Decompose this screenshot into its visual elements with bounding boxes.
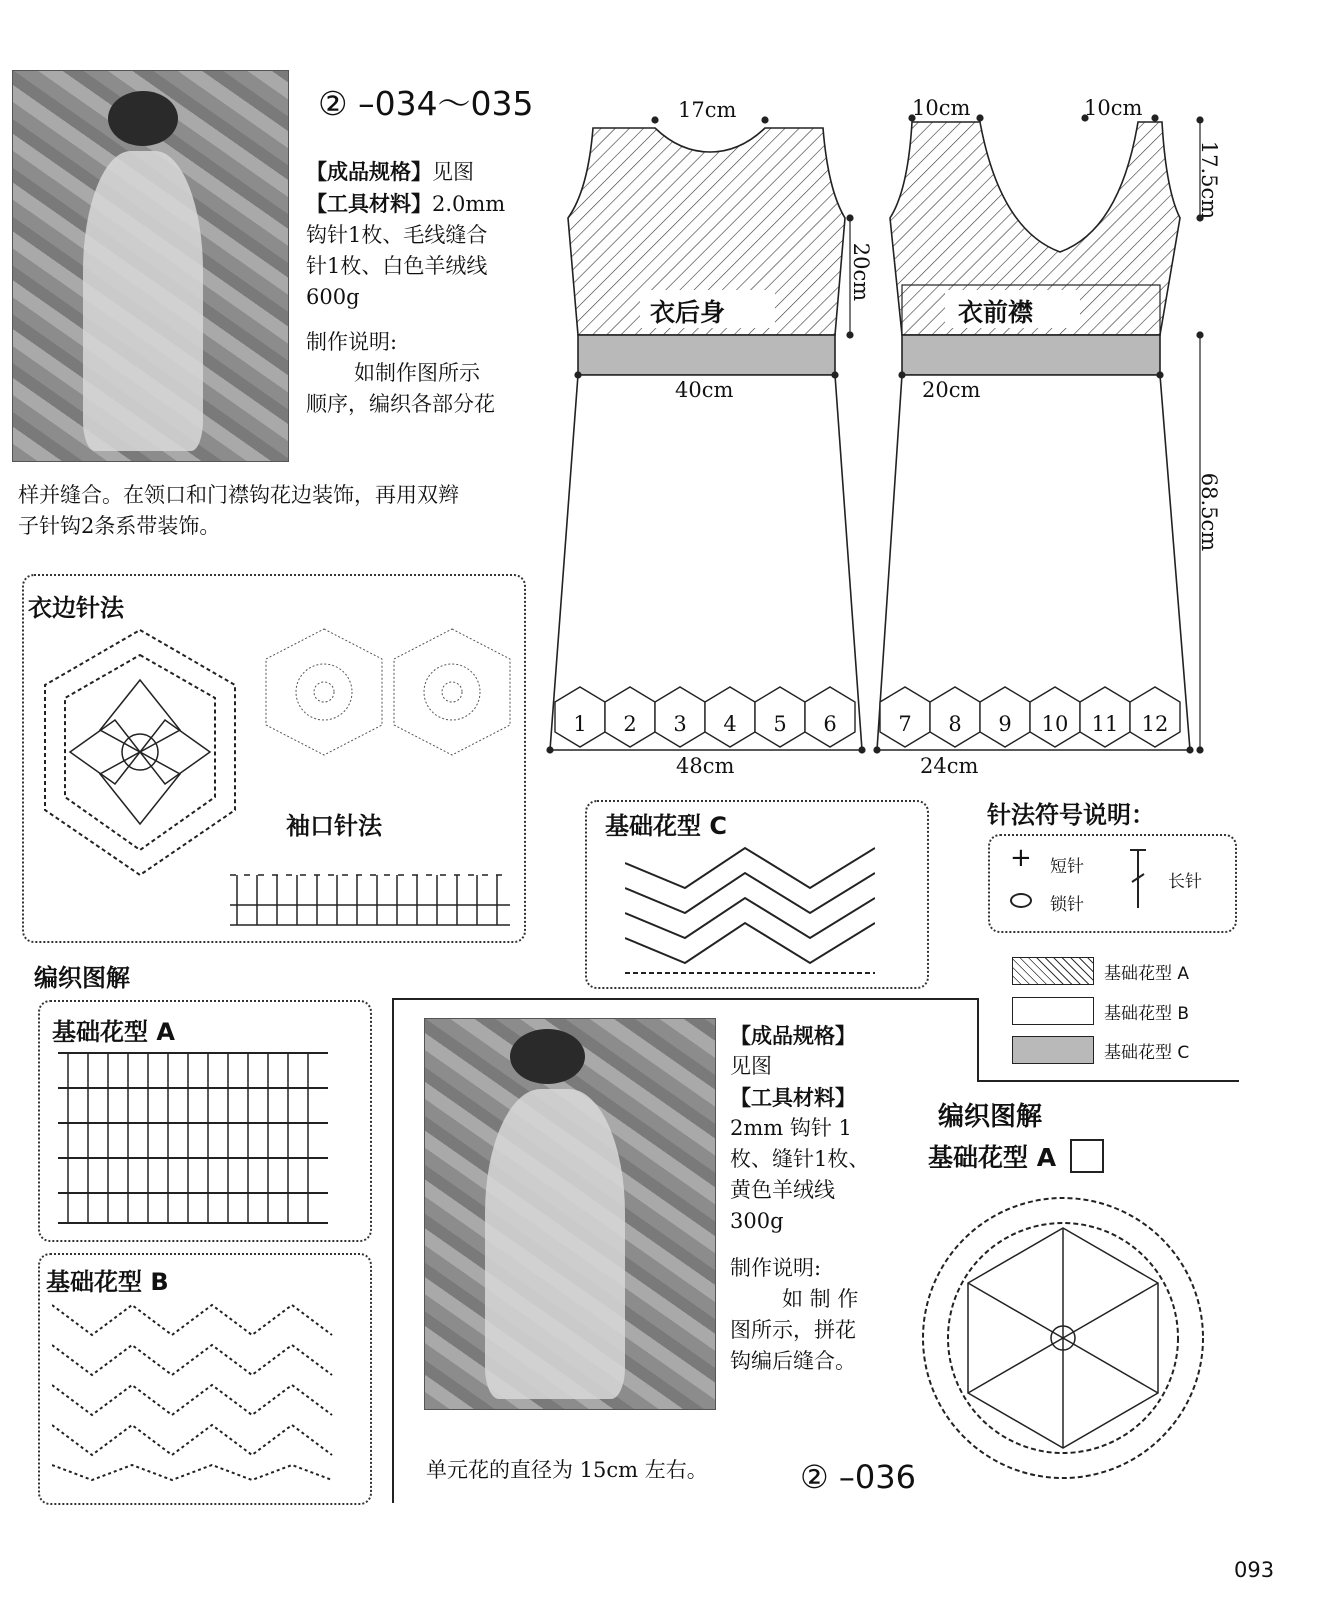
pattern-b-title: 基础花型 B <box>46 1268 169 1296</box>
sc-symbol-icon: + <box>1010 843 1032 873</box>
diagram-label-bottom: 编织图解 <box>938 1102 1043 1132</box>
back-piece-label: 衣后身 <box>650 298 726 327</box>
dc-symbol-icon <box>1122 848 1150 910</box>
pattern-b-diagram <box>52 1295 342 1485</box>
legend-c: 基础花型 C <box>1012 1036 1189 1064</box>
legend-a: 基础花型 A <box>1012 957 1189 985</box>
section-divider-top <box>392 998 977 1000</box>
legend-b-swatch <box>1012 997 1094 1025</box>
front-piece-label: 衣前襟 <box>958 298 1034 327</box>
ch-symbol-icon <box>1010 893 1032 908</box>
neck-front-left-dim: 10cm <box>912 96 971 120</box>
sc-label: 短针 <box>1050 857 1084 877</box>
height-upper-dim: 17.5cm <box>1197 140 1222 220</box>
pattern-a-title: 基础花型 A <box>52 1018 175 1046</box>
symbols-title: 针法符号说明： <box>987 801 1155 829</box>
motif-diameter-note: 单元花的直径为 15cm 左右。 <box>426 1458 708 1482</box>
section-divider-left <box>392 998 394 1503</box>
dc-label: 长针 <box>1168 872 1202 892</box>
ch-label: 锁针 <box>1050 895 1084 915</box>
motif-a-title: 基础花型 A <box>928 1138 1104 1174</box>
motif-numbers-front: 7 8 9 10 11 12 <box>898 712 1169 736</box>
diagram-label-left: 编织图解 <box>34 964 130 992</box>
motif-a-swatch <box>1070 1139 1104 1173</box>
howto-text-top: 样并缝合。在领口和门襟钩花边装饰，再用双辫 子针钩2条系带装饰。 <box>18 483 459 538</box>
spec-text-top: 【成品规格】见图 【工具材料】2.0mm 钩针1枚、毛线缝合 针1枚、白色羊绒线 600g 制作说明: 如制作图所示 顺序，编织各部分花 <box>306 159 506 416</box>
height-yoke-dim: 20cm <box>849 242 874 302</box>
sleeve-stitch-title: 袖口针法 <box>286 812 382 840</box>
pattern-id-top: ② –034～035 <box>318 84 534 123</box>
motif-a-diagram <box>898 1188 1228 1488</box>
legend-b: 基础花型 B <box>1012 997 1189 1025</box>
hem-front-dim: 24cm <box>920 754 979 778</box>
spec-text-bottom: 【成品规格】 见图 【工具材料】 2mm 钩针 1 枚、缝针1枚、 黄色羊绒线 300g 制作说明: 如 制 作 图所示，拼花 钩编后缝合。 <box>730 1023 870 1373</box>
pattern-a-diagram <box>58 1048 328 1226</box>
neck-front-right-dim: 10cm <box>1084 96 1143 120</box>
hem-motif-diagram <box>30 620 260 890</box>
neck-back-dim: 17cm <box>678 98 737 122</box>
height-skirt-dim: 68.5cm <box>1197 472 1222 552</box>
section-divider-bottom-right <box>977 1080 1239 1082</box>
hem-joined-motifs <box>262 625 517 760</box>
hem-stitch-title: 衣边针法 <box>28 594 124 622</box>
model-photo-top <box>12 70 289 462</box>
legend-c-swatch <box>1012 1036 1094 1064</box>
legend-a-swatch <box>1012 957 1094 985</box>
section-divider-right <box>977 998 979 1080</box>
waist-back-dim: 40cm <box>675 378 734 402</box>
pattern-c-diagram <box>625 843 875 978</box>
hem-back-dim: 48cm <box>676 754 735 778</box>
page-number: 093 <box>1234 1558 1275 1582</box>
waist-front-dim: 20cm <box>922 378 981 402</box>
motif-numbers-back: 1 2 3 4 5 6 <box>573 712 837 736</box>
sleeve-stitch-diagram <box>225 855 515 930</box>
pattern-id-bottom: ② –036 <box>800 1458 916 1496</box>
garment-schematic <box>540 90 1240 790</box>
pattern-c-title: 基础花型 C <box>605 812 727 840</box>
model-photo-bottom <box>424 1018 716 1410</box>
